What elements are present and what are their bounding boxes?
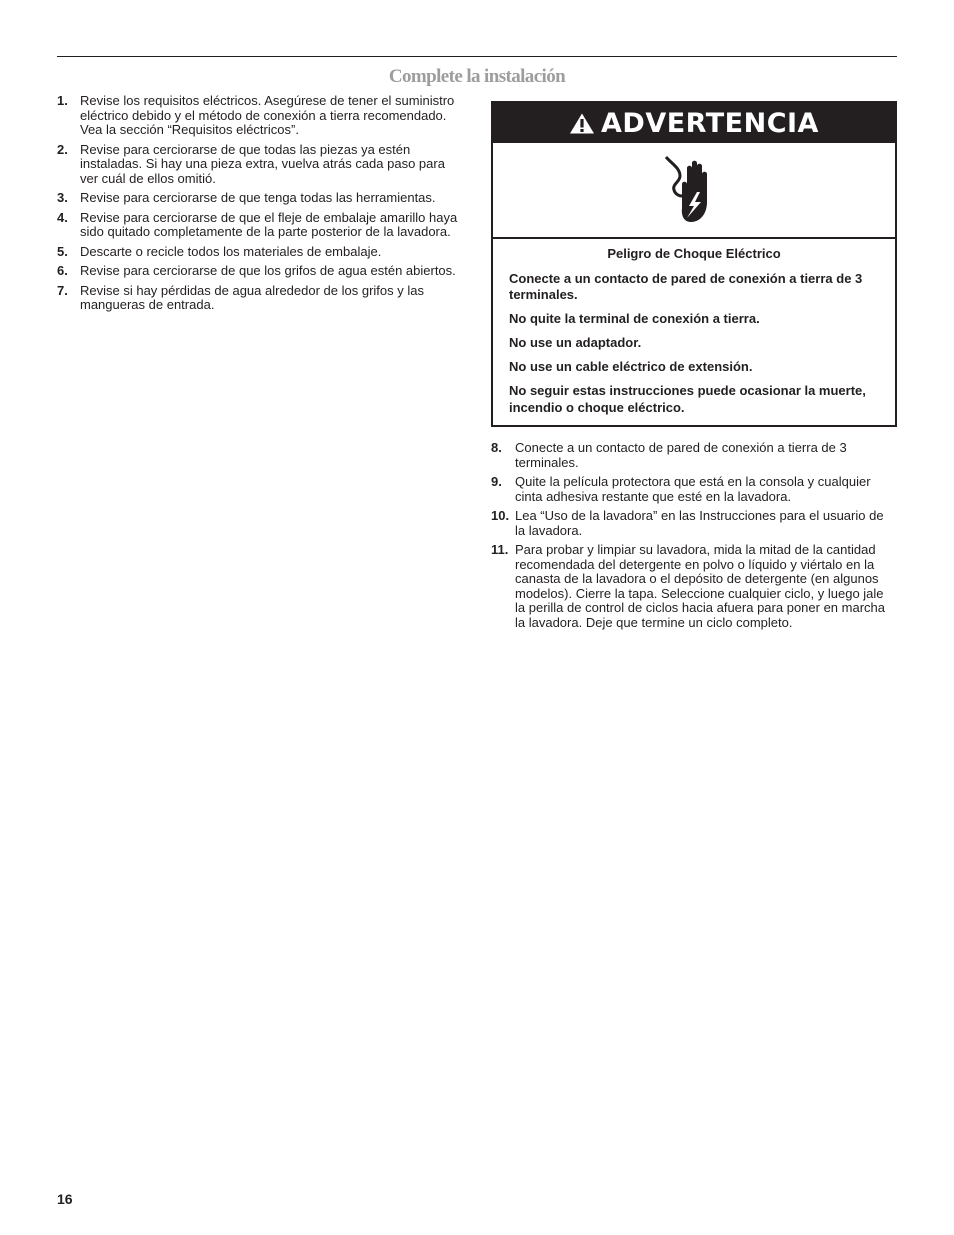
top-rule [57, 56, 897, 57]
step-number: 7. [57, 282, 68, 298]
warning-line: No use un adaptador. [509, 335, 642, 350]
step-text: Revise para cerciorarse de que tenga todas las herramientas. [80, 190, 436, 205]
warning-title: ADVERTENCIA [601, 107, 819, 139]
step-number: 8. [491, 440, 502, 455]
step-number: 3. [57, 190, 68, 205]
warning-header [493, 103, 895, 143]
step-number: 10. [491, 508, 510, 523]
hazard-title: Peligro de Choque Eléctrico [607, 246, 781, 261]
step-text: Lea “Uso de la lavadora” en las Instrucciones para el usuario de la lavadora. [515, 508, 884, 538]
step-number: 5. [57, 243, 68, 259]
step-text: Revise para cerciorarse de que todas las piezas ya estén instaladas. Si hay una pieza extra, vuelva atrás cada paso para ver cuál de ellos omitió. [80, 141, 445, 186]
list-item [491, 509, 897, 538]
step-number: 9. [491, 474, 502, 489]
step-text: Conecte a un contacto de pared de conexión a tierra de 3 terminales. [515, 440, 847, 470]
step-number: 1. [57, 93, 68, 108]
warning-line: No quite la terminal de conexión a tierra. [509, 311, 760, 326]
list-item [57, 94, 462, 138]
list-item [57, 211, 462, 240]
list-item [491, 543, 897, 630]
step-text: Descarte o recicle todos los materiales de embalaje. [80, 243, 382, 259]
step-number: 6. [57, 263, 68, 278]
warning-text [493, 239, 895, 416]
list-item [57, 245, 462, 260]
step-number: 2. [57, 141, 68, 157]
warning-line: No seguir estas instrucciones puede ocasionar la muerte, incendio o choque eléctrico. [509, 383, 866, 415]
step-text: Revise para cerciorarse de que el fleje de embalaje amarillo haya sido quitado completamente de la parte posterior de la lavadora. [80, 209, 458, 239]
step-text: Para probar y limpiar su lavadora, mida la mitad de la cantidad recomendada del detergente en polvo o líquido y viértalo en la canasta de la lavadora o el depósito de detergente (en algunos modelos). Cierre la tapa. Seleccione cualquier ciclo, y luego jale la perilla de control de ciclos hacia afuera para poner en marcha la lavadora. Deje que termine un ciclo completo. [515, 542, 885, 630]
step-text: Revise los requisitos eléctricos. Asegúrese de tener el suministro eléctrico debido y el método de conexión a tierra recomendado. Vea la sección “Requisitos eléctricos”. [80, 93, 455, 137]
list-item [491, 441, 897, 470]
warning-line: Conecte a un contacto de pared de conexión a tierra de 3 terminales. [509, 270, 863, 302]
warning-triangle-icon [569, 112, 595, 135]
step-number: 4. [57, 209, 68, 225]
step-number: 11. [491, 542, 509, 557]
right-step-list [491, 441, 897, 635]
step-text: Revise para cerciorarse de que los grifos de agua estén abiertos. [80, 263, 456, 278]
section-title: Complete la instalación [388, 66, 566, 87]
left-step-list [57, 94, 462, 318]
list-item [491, 475, 897, 504]
list-item [57, 143, 462, 187]
list-item [57, 284, 462, 313]
step-text: Revise si hay pérdidas de agua alrededor de los grifos y las mangueras de entrada. [80, 282, 424, 312]
warning-line: No use un cable eléctrico de extensión. [509, 359, 753, 374]
list-item [57, 191, 462, 206]
warning-icon-area [493, 143, 895, 239]
warning-box [491, 101, 897, 427]
step-text: Quite la película protectora que está en la consola y cualquier cinta adhesiva restante que esté en la lavadora. [515, 474, 871, 504]
page-number: 16 [57, 1191, 73, 1207]
electrical-shock-hand-icon [662, 154, 726, 226]
list-item [57, 264, 462, 279]
